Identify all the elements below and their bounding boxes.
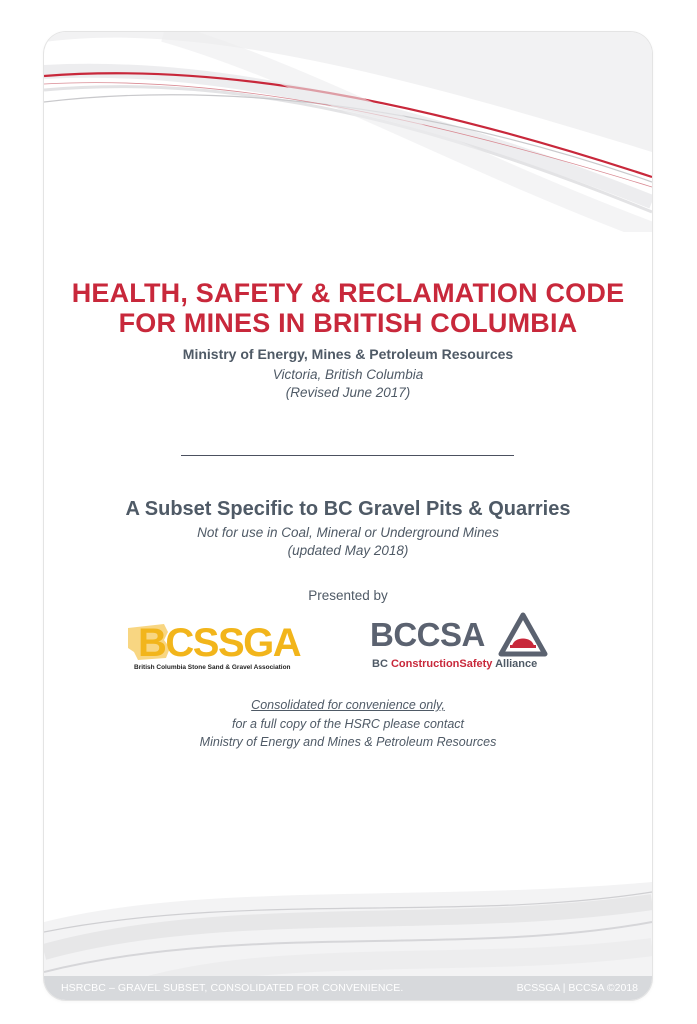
contact-ministry: Ministry of Energy and Mines & Petroleum Resources xyxy=(199,735,497,749)
cover-page xyxy=(44,32,652,1000)
usage-note: Not for use in Coal, Mineral or Underground Mines xyxy=(197,525,499,540)
updated-date: (updated May 2018) xyxy=(287,543,409,558)
footer-right-text: BCSSGA | BCCSA ©2018 xyxy=(516,982,638,994)
bccsa-logo xyxy=(370,612,560,678)
revised-date: (Revised June 2017) xyxy=(285,385,411,400)
consolidated-note: Consolidated for convenience only, xyxy=(251,698,445,712)
ministry-name: Ministry of Energy, Mines & Petroleum Resources xyxy=(182,346,514,362)
bccsa-triangle-icon xyxy=(498,612,548,658)
footer-left-text: HSRCBC – GRAVEL SUBSET, CONSOLIDATED FOR CONVENIENCE. xyxy=(61,982,404,994)
footer-bar xyxy=(44,976,652,1000)
location: Victoria, British Columbia xyxy=(272,367,424,382)
divider-line xyxy=(181,455,514,456)
presented-by-label: Presented by xyxy=(308,588,388,603)
bcssga-logo xyxy=(124,618,334,678)
bcssga-subtitle: British Columbia Stone Sand & Gravel Association xyxy=(134,664,291,671)
bccsa-tagline xyxy=(372,658,537,670)
document-title xyxy=(44,278,652,338)
subset-title: A Subset Specific to BC Gravel Pits & Quarries xyxy=(125,498,571,520)
contact-note: for a full copy of the HSRC please contact xyxy=(231,717,465,731)
bccsa-tag-alliance: Alliance xyxy=(492,658,538,670)
bccsa-tag-bc: BC xyxy=(372,658,391,670)
title-line-2: FOR MINES IN BRITISH COLUMBIA xyxy=(118,308,578,338)
bccsa-wordmark: BCCSA xyxy=(370,616,485,653)
title-line-1: HEALTH, SAFETY & RECLAMATION CODE xyxy=(71,278,625,308)
bccsa-tag-construction-safety: ConstructionSafety xyxy=(390,658,493,670)
bcssga-wordmark: BCSSGA xyxy=(138,621,301,664)
top-swoosh-graphic xyxy=(44,32,652,232)
bcssga-logo-mark xyxy=(124,618,334,664)
